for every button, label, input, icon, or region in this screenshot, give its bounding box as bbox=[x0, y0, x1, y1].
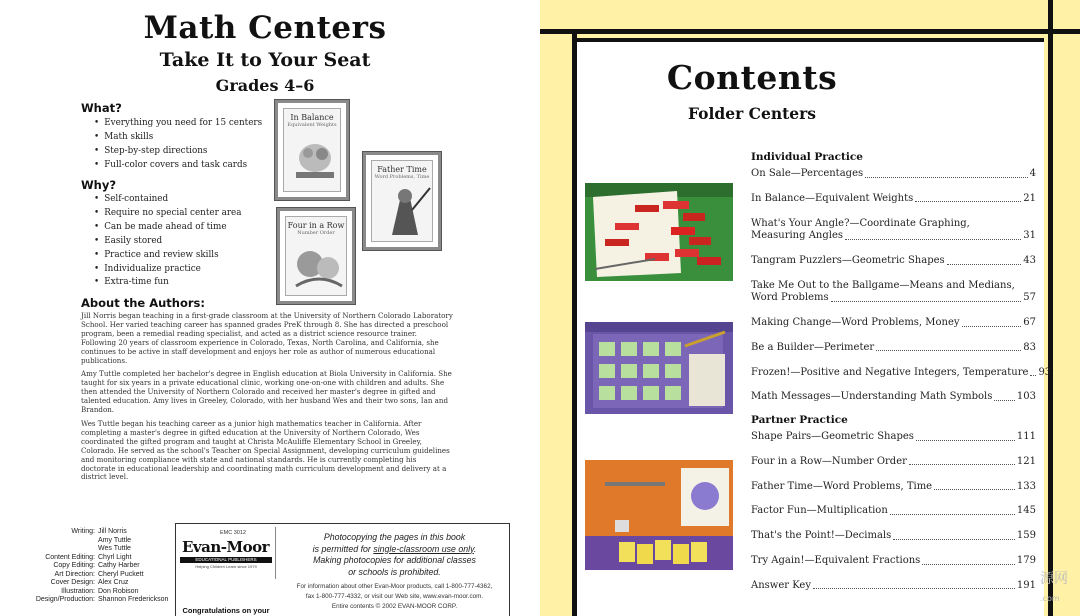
toc-entry-title: Try Again!—Equivalent Fractions bbox=[751, 554, 921, 566]
toc-entry[interactable] bbox=[751, 431, 1036, 444]
toc-entry-title: Factor Fun—Multiplication bbox=[751, 505, 888, 517]
toc-line bbox=[751, 431, 1036, 444]
folder-photo-be-a-builder bbox=[585, 322, 733, 414]
toc-leader-dots bbox=[865, 177, 1028, 178]
credit-person: Wes Tuttle bbox=[98, 545, 131, 552]
bullet-item: • Individualize practice bbox=[94, 263, 242, 277]
toc-entry-title: Shape Pairs—Geometric Shapes bbox=[751, 431, 914, 442]
toc-page-number: 159 bbox=[1016, 530, 1036, 542]
toc-line bbox=[751, 280, 1036, 293]
toc-leader-dots bbox=[962, 326, 1022, 327]
toc-entry[interactable] bbox=[751, 391, 1036, 404]
folder-photo-be-a-builder-icon bbox=[585, 322, 733, 414]
photocopy-line: Photocopying the pages in this book bbox=[323, 532, 466, 542]
cover-thumbnail-four-in-a-row bbox=[277, 208, 355, 304]
folder-photo-factor-fun-icon bbox=[585, 460, 733, 570]
about-the-authors bbox=[81, 312, 453, 487]
frame-bar-right bbox=[1048, 0, 1053, 616]
logo-bar: EDUCATIONAL PUBLISHERS bbox=[180, 557, 272, 563]
toc-leader-dots bbox=[922, 564, 1015, 565]
toc-entry-title: That's the Point!—Decimals bbox=[751, 530, 892, 542]
toc-entry-title: Math Messages—Understanding Math Symbols bbox=[751, 391, 993, 403]
credit-person: Cathy Harber bbox=[98, 562, 140, 569]
toc-entry[interactable] bbox=[751, 366, 1052, 380]
credit-role bbox=[30, 537, 98, 546]
individual-practice-heading: Individual Practice bbox=[751, 151, 863, 163]
partner-practice-list bbox=[751, 431, 1036, 604]
toc-leader-dots bbox=[890, 514, 1015, 515]
toc-entry-title: Tangram Puzzlers—Geometric Shapes bbox=[751, 254, 945, 266]
toc-entry[interactable] bbox=[751, 317, 1036, 330]
toc-entry[interactable] bbox=[751, 481, 1036, 494]
toc-entry-title: What's Your Angle?—Coordinate Graphing, bbox=[751, 217, 970, 229]
father-time-illustration-icon bbox=[372, 180, 433, 240]
toc-entry[interactable] bbox=[751, 218, 1036, 243]
toc-leader-dots bbox=[947, 264, 1022, 265]
credit-role: Illustration: bbox=[61, 587, 95, 595]
toc-entry[interactable] bbox=[751, 580, 1036, 593]
cover-thumbnail-in-balance bbox=[275, 100, 349, 200]
bullet-item: • Math skills bbox=[94, 131, 262, 145]
credits-list bbox=[30, 528, 180, 605]
credit-role: Cover Design: bbox=[50, 579, 95, 586]
credit-row bbox=[30, 571, 180, 580]
toc-leader-dots bbox=[831, 301, 1022, 302]
toc-page-number: 191 bbox=[1016, 579, 1036, 591]
photocopy-line bbox=[282, 544, 507, 556]
credit-row bbox=[30, 528, 180, 537]
toc-line bbox=[751, 230, 1036, 243]
why-list bbox=[94, 193, 242, 290]
toc-line bbox=[751, 218, 1036, 231]
toc-page-number: 93 bbox=[1038, 366, 1052, 378]
toc-entry-title: Father Time—Word Problems, Time bbox=[751, 480, 933, 492]
folder-photo-on-sale-icon bbox=[585, 183, 733, 281]
toc-leader-dots bbox=[909, 464, 1015, 465]
cover-subtitle: Word Problems, Time bbox=[374, 174, 430, 180]
toc-page-number: 103 bbox=[1016, 391, 1036, 403]
credit-person: Shannon Frederickson bbox=[98, 596, 169, 603]
cover-thumbnail-father-time bbox=[363, 152, 441, 250]
what-list bbox=[94, 117, 262, 173]
toc-line bbox=[751, 168, 1036, 181]
credit-role: Art Direction: bbox=[54, 570, 95, 578]
toc-entry[interactable] bbox=[751, 168, 1036, 181]
toc-entry[interactable] bbox=[751, 342, 1036, 355]
credit-person: Don Robison bbox=[98, 587, 139, 595]
toc-leader-dots bbox=[876, 350, 1021, 351]
bullet-item: • Full-color covers and task cards bbox=[94, 159, 262, 173]
toc-entry[interactable] bbox=[751, 193, 1036, 206]
credit-row bbox=[30, 545, 180, 554]
photocopy-text: . bbox=[473, 543, 477, 554]
bullet-item: • Everything you need for 15 centers bbox=[94, 117, 262, 131]
balance-illustration-icon bbox=[284, 128, 341, 188]
toc-line bbox=[751, 342, 1036, 355]
photocopy-line: or schools is prohibited. bbox=[348, 566, 441, 577]
credit-row bbox=[30, 562, 180, 571]
contact-line: fax 1-800-777-4332, or visit our Web site, www.evan-moor.com. bbox=[305, 593, 484, 600]
cover-title: Four in a Row bbox=[287, 221, 345, 230]
contents-subtitle: Folder Centers bbox=[687, 104, 817, 123]
logo-tagline: Helping Children Learn since 1979 bbox=[195, 564, 257, 569]
toc-line bbox=[751, 193, 1036, 206]
grade-range: Grades 4–6 bbox=[215, 76, 315, 95]
cover-title: In Balance bbox=[290, 113, 334, 122]
page-title: Math Centers bbox=[143, 10, 387, 46]
toc-page-number: 31 bbox=[1023, 230, 1036, 242]
toc-line bbox=[751, 481, 1036, 494]
toc-page-number: 133 bbox=[1016, 480, 1036, 492]
credit-person: Amy Tuttle bbox=[98, 536, 132, 544]
toc-line bbox=[751, 366, 1052, 380]
divider bbox=[275, 527, 276, 579]
toc-page-number: 4 bbox=[1029, 168, 1036, 179]
toc-leader-dots bbox=[1030, 375, 1036, 376]
watermark-suffix: .com bbox=[1040, 594, 1060, 603]
toc-entry[interactable] bbox=[751, 456, 1036, 469]
toc-page-number: 57 bbox=[1023, 292, 1036, 304]
author-bio-jill-norris: Jill Norris began teaching in a first-grade classroom at the University of Northern Colorado Laboratory School. Her varied teaching career has spanned grades PreK through 8. She has directed a preschool program, been a remedial reading specialist, and acted as a district science resource trainer. Following 20 years of classroom experience in Colorado, Texas, North Carolina, and California, she continues to be active in staff development and enjoys her role as author of numerous educational publications. bbox=[81, 311, 453, 365]
credit-role: Design/Production: bbox=[35, 596, 95, 603]
credit-role: Writing: bbox=[71, 528, 95, 535]
toc-leader-dots bbox=[994, 400, 1015, 401]
toc-line bbox=[751, 255, 1036, 268]
toc-page-number: 83 bbox=[1023, 341, 1036, 353]
cover-subtitle: Equivalent Weights bbox=[287, 122, 337, 128]
contact-info bbox=[282, 582, 507, 612]
bullet-item: • Step-by-step directions bbox=[94, 145, 262, 159]
bullet-item: • Self-contained bbox=[94, 193, 242, 207]
bullet-item: • Extra-time fun bbox=[94, 276, 242, 290]
cover-title: Father Time bbox=[377, 165, 427, 174]
bullet-item: • Can be made ahead of time bbox=[94, 221, 242, 235]
credit-role: Copy Editing: bbox=[53, 562, 95, 569]
individual-practice-list bbox=[751, 168, 1052, 416]
toc-page-number: 21 bbox=[1023, 192, 1036, 204]
toc-line bbox=[751, 391, 1036, 404]
toc-entry-title: Take Me Out to the Ballgame—Means and Medians, bbox=[751, 279, 1015, 291]
four-in-a-row-illustration-icon bbox=[286, 236, 347, 294]
contents-title: Contents bbox=[666, 58, 838, 97]
cover-subtitle: Number Order bbox=[297, 230, 335, 236]
photocopy-emphasis: single-classroom use only bbox=[373, 543, 474, 554]
credit-row bbox=[30, 554, 180, 563]
toc-entry[interactable] bbox=[751, 280, 1036, 305]
what-heading: What? bbox=[81, 101, 122, 115]
toc-leader-dots bbox=[916, 440, 1015, 441]
credit-person: Alex Cruz bbox=[98, 579, 129, 586]
frame-bar-top bbox=[540, 29, 1080, 34]
author-bio-wes-tuttle: Wes Tuttle began his teaching career as a junior high mathematics teacher in California. After completing a master's degree in gifted education at the University of Northern Colorado, Wes coordinated the gifted program and taught at Christa McAuliffe Elementary School in Greeley, Colorado. He served as the school's Teacher on Special Assignment, developing curriculum guidelines and monitoring compliance with state and national standards. He is currently completing his doctorate in educational leadership and coordinating math curriculum development and delivery at a district level. bbox=[81, 418, 450, 482]
toc-entry-title: Word Problems bbox=[751, 292, 829, 304]
credit-row bbox=[30, 596, 180, 605]
toc-entry-title: Four in a Row—Number Order bbox=[751, 455, 907, 467]
folder-photo-on-sale bbox=[585, 183, 733, 281]
toc-entry-title: Measuring Angles bbox=[751, 230, 844, 242]
partner-practice-heading: Partner Practice bbox=[751, 414, 848, 426]
toc-line bbox=[751, 317, 1036, 330]
bullet-item: • Practice and review skills bbox=[94, 249, 242, 263]
folder-photo-factor-fun bbox=[585, 460, 733, 570]
toc-line bbox=[751, 505, 1036, 518]
credit-person: Chyrl Light bbox=[98, 553, 132, 561]
toc-line bbox=[751, 456, 1036, 469]
watermark-text: 源网 bbox=[1040, 571, 1068, 587]
toc-line bbox=[751, 555, 1036, 568]
why-heading: Why? bbox=[81, 178, 117, 192]
toc-line bbox=[751, 580, 1036, 593]
about-heading: About the Authors: bbox=[81, 296, 205, 310]
toc-page-number: 111 bbox=[1016, 431, 1036, 442]
toc-page-number: 145 bbox=[1016, 505, 1036, 517]
toc-line bbox=[751, 292, 1036, 305]
toc-page-number: 43 bbox=[1023, 254, 1036, 266]
contact-line: For information about other Evan-Moor products, call 1-800-777-4362, bbox=[296, 583, 493, 590]
toc-page-number: 179 bbox=[1016, 554, 1036, 566]
credit-role: Content Editing: bbox=[45, 553, 95, 561]
toc-entry-title: Frozen!—Positive and Negative Integers, Temperature bbox=[751, 366, 1029, 378]
toc-entry-title: Be a Builder—Perimeter bbox=[751, 341, 875, 353]
toc-leader-dots bbox=[915, 201, 1021, 202]
credit-person: Cheryl Puckett bbox=[98, 570, 144, 578]
toc-leader-dots bbox=[893, 539, 1015, 540]
toc-leader-dots bbox=[813, 588, 1015, 589]
bullet-item: • Easily stored bbox=[94, 235, 242, 249]
page-subtitle: Take It to Your Seat bbox=[159, 49, 371, 71]
photocopy-line: Making photocopies for additional classes bbox=[313, 555, 476, 565]
bullet-item: • Require no special center area bbox=[94, 207, 242, 221]
credit-row bbox=[30, 579, 180, 588]
toc-page-number: 121 bbox=[1016, 455, 1036, 467]
photocopy-text: is permitted for bbox=[312, 543, 374, 554]
toc-entry[interactable] bbox=[751, 505, 1036, 518]
toc-entry[interactable] bbox=[751, 530, 1036, 543]
photocopy-notice bbox=[282, 532, 507, 578]
evan-moor-logo: Evan-Moor bbox=[181, 538, 270, 556]
copyright-line: Entire contents © 2002 EVAN-MOOR CORP. bbox=[331, 603, 458, 610]
toc-entry-title: In Balance—Equivalent Weights bbox=[751, 192, 914, 204]
credit-role bbox=[30, 545, 98, 554]
product-code: EMC 3012 bbox=[220, 530, 246, 536]
toc-entry-title: Answer Key bbox=[751, 579, 811, 591]
toc-leader-dots bbox=[934, 489, 1015, 490]
toc-entry-title: Making Change—Word Problems, Money bbox=[751, 317, 960, 329]
credit-person: Jill Norris bbox=[98, 528, 127, 535]
toc-entry[interactable] bbox=[751, 255, 1036, 268]
toc-entry[interactable] bbox=[751, 555, 1036, 568]
author-bio-amy-tuttle: Amy Tuttle completed her bachelor's degree in English education at Biola University in California. She taught for six years in a private educational clinic, working one-on-one with children and adults. She then attended the University of Northern Colorado and received her master's degree in gifted and talented education. Amy lives in Greeley, Colorado, with her husband Wes and their two sons, Ian and Brandon. bbox=[81, 369, 452, 415]
toc-entry-title: On Sale—Percentages bbox=[751, 168, 864, 179]
toc-page-number: 67 bbox=[1023, 317, 1036, 329]
congratulations-text: Congratulations on your bbox=[182, 606, 270, 615]
toc-leader-dots bbox=[845, 239, 1021, 240]
credit-row bbox=[30, 537, 180, 546]
toc-line bbox=[751, 530, 1036, 543]
credit-row bbox=[30, 588, 180, 597]
